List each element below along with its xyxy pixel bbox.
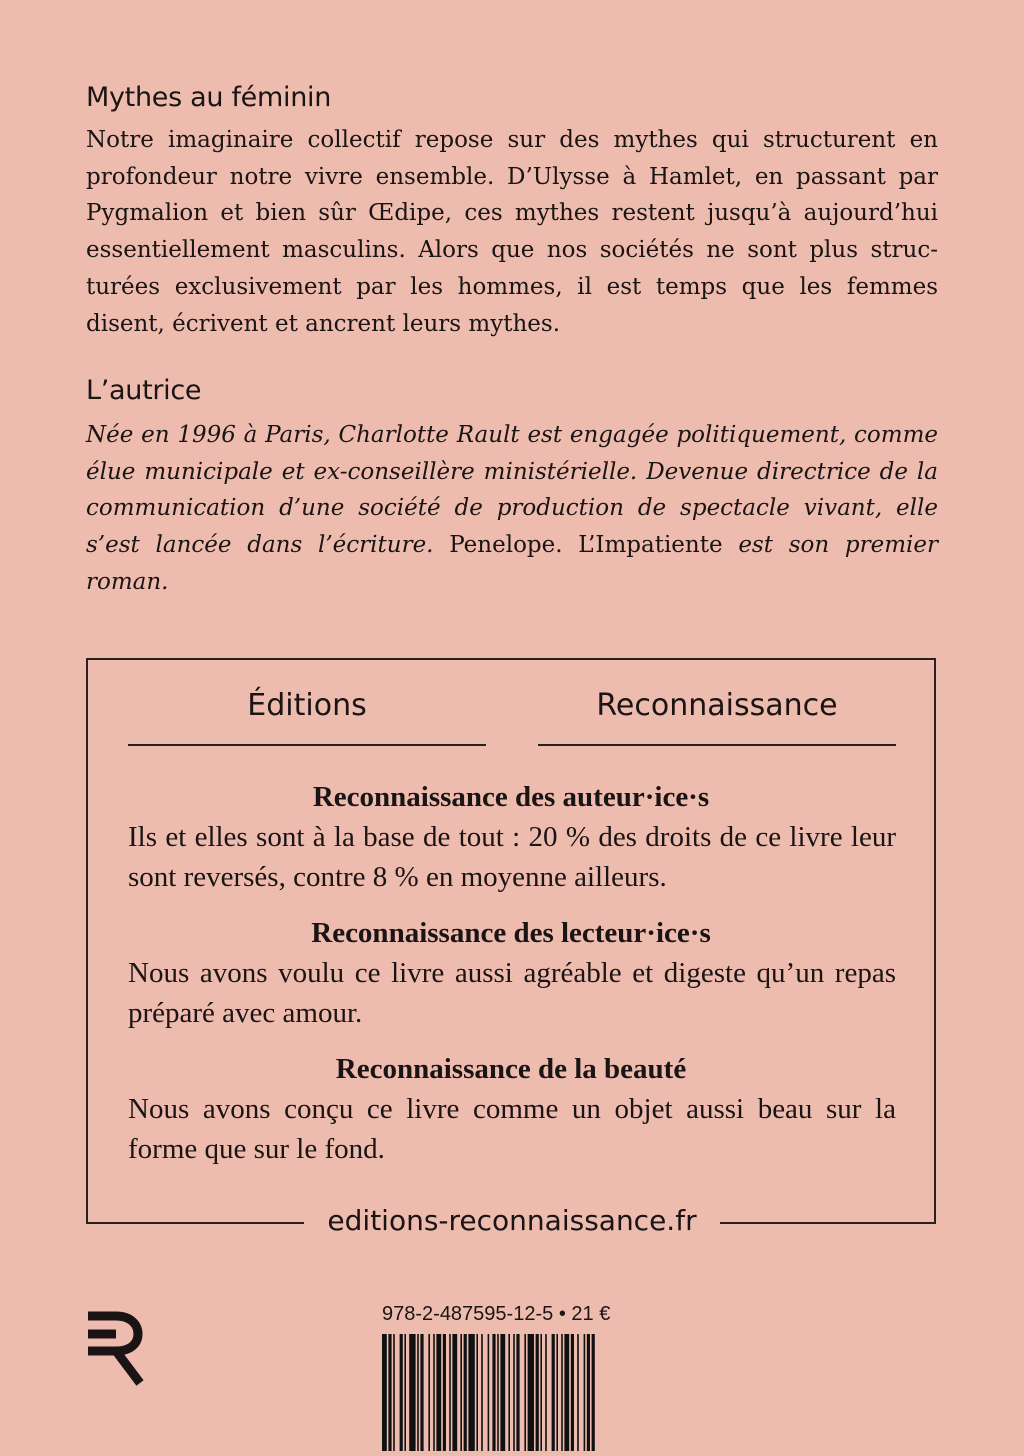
barcode-bar <box>516 1334 519 1451</box>
barcode-bar <box>584 1334 586 1451</box>
barcode-bar <box>540 1334 542 1451</box>
author-bio-text: Née en 1996 à Paris, Charlotte Rault est engagée politiquement, comme élue municipale et ex-conseillère ministérielle. Devenue directrice de la communication d’une société de production de spectacle vivant, elle s’est lancée dans l’écriture. <box>86 422 938 559</box>
price: 21 € <box>571 1303 611 1325</box>
divider-left <box>128 744 486 746</box>
block-title-readers: Reconnaissance des lecteur·ice·s <box>311 917 711 949</box>
barcode-bar <box>443 1334 446 1451</box>
divider-right <box>538 744 896 746</box>
barcode-bar <box>513 1334 515 1451</box>
barcode-bar <box>592 1334 595 1451</box>
website-link[interactable]: editions-reconnaissance.fr <box>304 1204 720 1237</box>
isbn-price-line <box>382 1303 610 1326</box>
barcode-bar <box>552 1334 555 1451</box>
barcode-bar <box>468 1334 474 1451</box>
block-text-authors: Ils et elles sont à la base de tout : 20 % des droits de ce livre leur sont reversés, contre 8 % en moyenne ailleurs. <box>128 821 896 893</box>
barcode-bar <box>476 1334 478 1451</box>
barcode-bar <box>587 1334 590 1451</box>
barcode-bar <box>404 1334 406 1451</box>
barcode-bar <box>388 1334 391 1451</box>
barcode-bar <box>577 1334 579 1451</box>
isbn: 978-2-487595-12-5 <box>382 1303 554 1325</box>
author-bio-end: est son premier roman. <box>86 532 938 595</box>
book-title: Penelope. L’Impatiente <box>449 532 723 559</box>
block-text-beauty: Nous avons conçu ce livre comme un objet aussi beau sur la forme que sur le fond. <box>128 1093 896 1165</box>
author-title: L’autrice <box>86 375 202 406</box>
barcode-bar <box>500 1334 505 1451</box>
barcode-bar <box>528 1334 534 1451</box>
barcode-bar <box>393 1334 395 1451</box>
barcode-bar <box>464 1334 467 1451</box>
publisher-word-reconnaissance: Reconnaissance <box>596 688 838 723</box>
barcode-bar <box>556 1334 558 1451</box>
barcode-bar <box>524 1334 526 1451</box>
barcode-bar <box>417 1334 419 1451</box>
barcode-bar <box>561 1334 563 1451</box>
barcode-bar <box>536 1334 539 1451</box>
barcode-bar <box>382 1334 387 1451</box>
barcode-bar <box>400 1334 403 1451</box>
er-monogram-logo <box>86 1310 146 1391</box>
author-bio <box>86 417 938 601</box>
barcode-bar <box>436 1334 441 1451</box>
barcode-bar <box>488 1334 490 1451</box>
barcode-bar <box>508 1334 510 1451</box>
barcode-bar <box>545 1334 547 1451</box>
barcode-bar <box>497 1334 499 1451</box>
block-text-readers: Nous avons voulu ce livre aussi agréable et digeste qu’un repas préparé avec amour. <box>128 957 896 1029</box>
synopsis-text: Notre imaginaire collectif repose sur des mythes qui structurent en profondeur notre vivre ensemble. D’Ulysse à Hamlet, en passant par Pygmalion et bien sûr Œdipe, ces mythes restent jusqu’à aujourd’hui essentiellement masculins. Alors que nos sociétés ne sont plus structurées exclusivement par les hommes, il est temps que les femmes disent, écrivent et ancrent leurs mythes. <box>86 127 938 337</box>
block-title-authors: Reconnaissance des auteur·ice·s <box>312 781 710 813</box>
barcode-bar <box>571 1334 574 1451</box>
barcode-bar <box>449 1334 451 1451</box>
barcode-bar <box>433 1334 435 1451</box>
separator-dot: • <box>558 1303 566 1325</box>
barcode-bar <box>452 1334 457 1451</box>
barcode-bar <box>492 1334 495 1451</box>
barcode-bar <box>460 1334 462 1451</box>
block-title-beauty: Reconnaissance de la beauté <box>335 1053 687 1085</box>
barcode-bar <box>564 1334 569 1451</box>
barcode-bar <box>409 1334 415 1451</box>
barcode-bar <box>428 1334 430 1451</box>
barcode-icon <box>382 1334 640 1456</box>
barcode-bar <box>420 1334 423 1451</box>
publisher-word-editions: Éditions <box>247 688 367 723</box>
synopsis-title: Mythes au féminin <box>86 82 332 113</box>
barcode-bar <box>481 1334 483 1451</box>
